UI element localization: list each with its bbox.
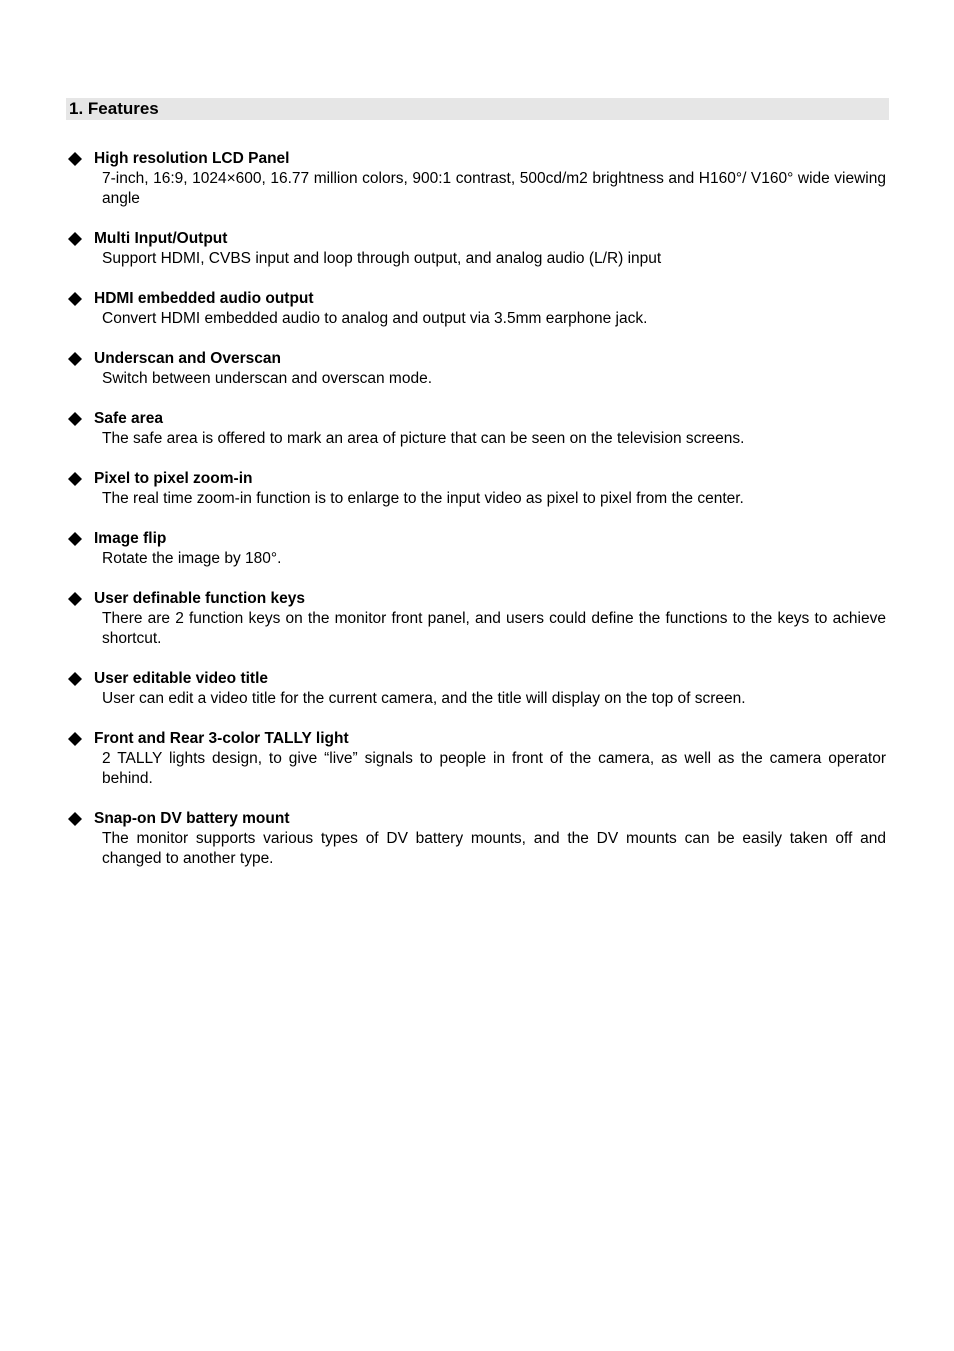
feature-description: 2 TALLY lights design, to give “live” signals to people in front of the camera, as well as the camera operator behind. xyxy=(102,750,886,787)
feature-title: Safe area xyxy=(94,410,163,427)
feature-heading xyxy=(66,349,889,369)
feature-item xyxy=(66,149,889,209)
feature-item xyxy=(66,409,889,449)
feature-description: 7-inch, 16:9, 1024×600, 16.77 million colors, 900:1 contrast, 500cd/m2 brightness and H160°/ V160° wide viewing angle xyxy=(102,170,886,207)
feature-title: HDMI embedded audio output xyxy=(94,290,314,307)
feature-list xyxy=(66,149,889,889)
feature-description: Switch between underscan and overscan mode. xyxy=(102,370,433,387)
feature-description: The real time zoom-in function is to enlarge to the input video as pixel to pixel from the center. xyxy=(102,490,744,507)
feature-title: Front and Rear 3-color TALLY light xyxy=(94,730,349,747)
diamond-bullet-icon xyxy=(68,812,82,826)
feature-item xyxy=(66,229,889,269)
diamond-bullet-icon xyxy=(68,672,82,686)
feature-heading xyxy=(66,289,889,309)
feature-title: User definable function keys xyxy=(94,590,306,607)
diamond-bullet-icon xyxy=(68,352,82,366)
diamond-bullet-icon xyxy=(68,532,82,546)
feature-title: Pixel to pixel zoom-in xyxy=(94,470,253,487)
feature-description: There are 2 function keys on the monitor front panel, and users could define the functions to the keys to achieve shortcut. xyxy=(102,610,886,647)
diamond-bullet-icon xyxy=(68,292,82,306)
feature-item xyxy=(66,729,889,789)
feature-description: Convert HDMI embedded audio to analog and output via 3.5mm earphone jack. xyxy=(102,310,648,327)
feature-item xyxy=(66,809,889,869)
feature-title: High resolution LCD Panel xyxy=(94,150,290,167)
section-header xyxy=(66,98,889,120)
feature-heading xyxy=(66,409,889,429)
feature-title: Snap-on DV battery mount xyxy=(94,810,290,827)
feature-description: The safe area is offered to mark an area of picture that can be seen on the television screens. xyxy=(102,430,745,447)
feature-heading xyxy=(66,229,889,249)
feature-item xyxy=(66,349,889,389)
feature-description: User can edit a video title for the current camera, and the title will display on the top of screen. xyxy=(102,690,746,707)
feature-heading xyxy=(66,149,889,169)
feature-item xyxy=(66,289,889,329)
feature-title: Underscan and Overscan xyxy=(94,350,281,367)
feature-item xyxy=(66,529,889,569)
feature-description: Support HDMI, CVBS input and loop through output, and analog audio (L/R) input xyxy=(102,250,662,267)
feature-heading xyxy=(66,529,889,549)
feature-item xyxy=(66,589,889,649)
feature-title: Multi Input/Output xyxy=(94,230,228,247)
feature-description: Rotate the image by 180°. xyxy=(102,550,282,567)
feature-title: Image flip xyxy=(94,530,167,547)
feature-heading xyxy=(66,669,889,689)
feature-heading xyxy=(66,729,889,749)
feature-item xyxy=(66,469,889,509)
diamond-bullet-icon xyxy=(68,472,82,486)
feature-title: User editable video title xyxy=(94,670,268,687)
section-title: 1. Features xyxy=(69,99,159,118)
feature-heading xyxy=(66,469,889,489)
diamond-bullet-icon xyxy=(68,232,82,246)
feature-item xyxy=(66,669,889,709)
diamond-bullet-icon xyxy=(68,732,82,746)
feature-heading xyxy=(66,589,889,609)
diamond-bullet-icon xyxy=(68,592,82,606)
feature-heading xyxy=(66,809,889,829)
diamond-bullet-icon xyxy=(68,152,82,166)
feature-description: The monitor supports various types of DV battery mounts, and the DV mounts can be easily taken off and changed to another type. xyxy=(102,830,886,867)
diamond-bullet-icon xyxy=(68,412,82,426)
